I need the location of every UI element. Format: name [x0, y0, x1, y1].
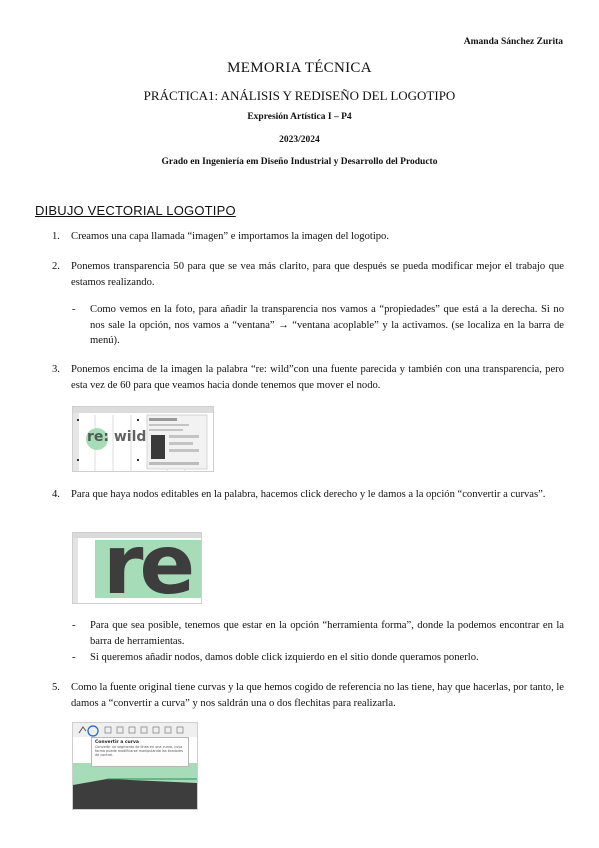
- shot2-word: re: [103, 532, 192, 604]
- bullet-shape-tool: [72, 618, 564, 649]
- academic-year: 2023/2024: [279, 135, 320, 145]
- step-number: 2.: [52, 261, 60, 272]
- step-text: Ponemos transparencia 50 para que se vea más clarito, para que después se pueda modificar mejor el trabajo que estamos realizando.: [71, 261, 564, 288]
- author-name: Amanda Sánchez Zurita: [463, 37, 563, 47]
- document-title: MEMORIA TÉCNICA: [227, 60, 372, 76]
- screenshot-convert-to-curve: [72, 722, 198, 810]
- step-2: [52, 259, 564, 290]
- bullet-dash: -: [72, 304, 76, 315]
- bullet-dash: -: [72, 652, 76, 663]
- tooltip-text: Convertir un segmento de línea en una curva, cuya forma puede modificarse manipulando los tiradores de control.: [95, 745, 183, 757]
- step-text: Ponemos encima de la imagen la palabra “re: wild”con una fuente parecida y también con una transparencia, pero esta vez de 60 para que veamos hacia donde tenemos que mover el nodo.: [71, 364, 564, 391]
- course-name: Expresión Artística I – P4: [247, 112, 352, 122]
- step-3: [52, 362, 564, 393]
- step-text: Para que haya nodos editables en la palabra, hacemos click derecho y le damos a la opción “convertir a curvas”.: [71, 489, 546, 500]
- step-number: 4.: [52, 489, 60, 500]
- step-text: Como la fuente original tiene curvas y la que hemos cogido de referencia no las tiene, hay que hacerlas, por tanto, le damos a “convertir a curva” y nos saldrán una o dos flechitas para realizarla.: [71, 682, 565, 709]
- step-text: Creamos una capa llamada “imagen” e importamos la imagen del logotipo.: [71, 231, 389, 242]
- step-1: [52, 229, 564, 245]
- bullet-add-nodes: [72, 650, 564, 666]
- bullet-text: Si queremos añadir nodos, damos doble click izquierdo en el sitio donde queramos ponerlo.: [90, 652, 479, 663]
- shot1-word: re: wild: [87, 429, 147, 445]
- tooltip-popup: [91, 737, 189, 767]
- step-number: 3.: [52, 364, 60, 375]
- screenshot-text-overlay: [72, 406, 214, 472]
- bullet-text: Como vemos en la foto, para añadir la transparencia nos vamos a “propiedades” que está a la derecha. Si no nos sale la opción, nos vamos a “ventana” → “ventana acoplable” y la activamos. (se localiza en la barra de menú).: [90, 304, 564, 346]
- section-heading: DIBUJO VECTORIAL LOGOTIPO: [35, 203, 236, 218]
- bullet-text: Para que sea posible, tenemos que estar en la opción “herramienta forma”, donde la podemos encontrar en la barra de herramientas.: [90, 620, 564, 647]
- degree-name: Grado en Ingeniería em Diseño Industrial y Desarrollo del Producto: [161, 157, 438, 167]
- screenshot-convert-curves: [72, 532, 202, 604]
- bullet-transparency: [72, 302, 564, 349]
- tooltip-title: Convertir a curva: [95, 740, 139, 745]
- step-5: [52, 680, 564, 711]
- step-4: [52, 487, 564, 503]
- step-number: 5.: [52, 682, 60, 693]
- bullet-dash: -: [72, 620, 76, 631]
- step-number: 1.: [52, 231, 60, 242]
- document-subtitle: PRÁCTICA1: ANÁLISIS Y REDISEÑO DEL LOGOTIPO: [143, 88, 456, 103]
